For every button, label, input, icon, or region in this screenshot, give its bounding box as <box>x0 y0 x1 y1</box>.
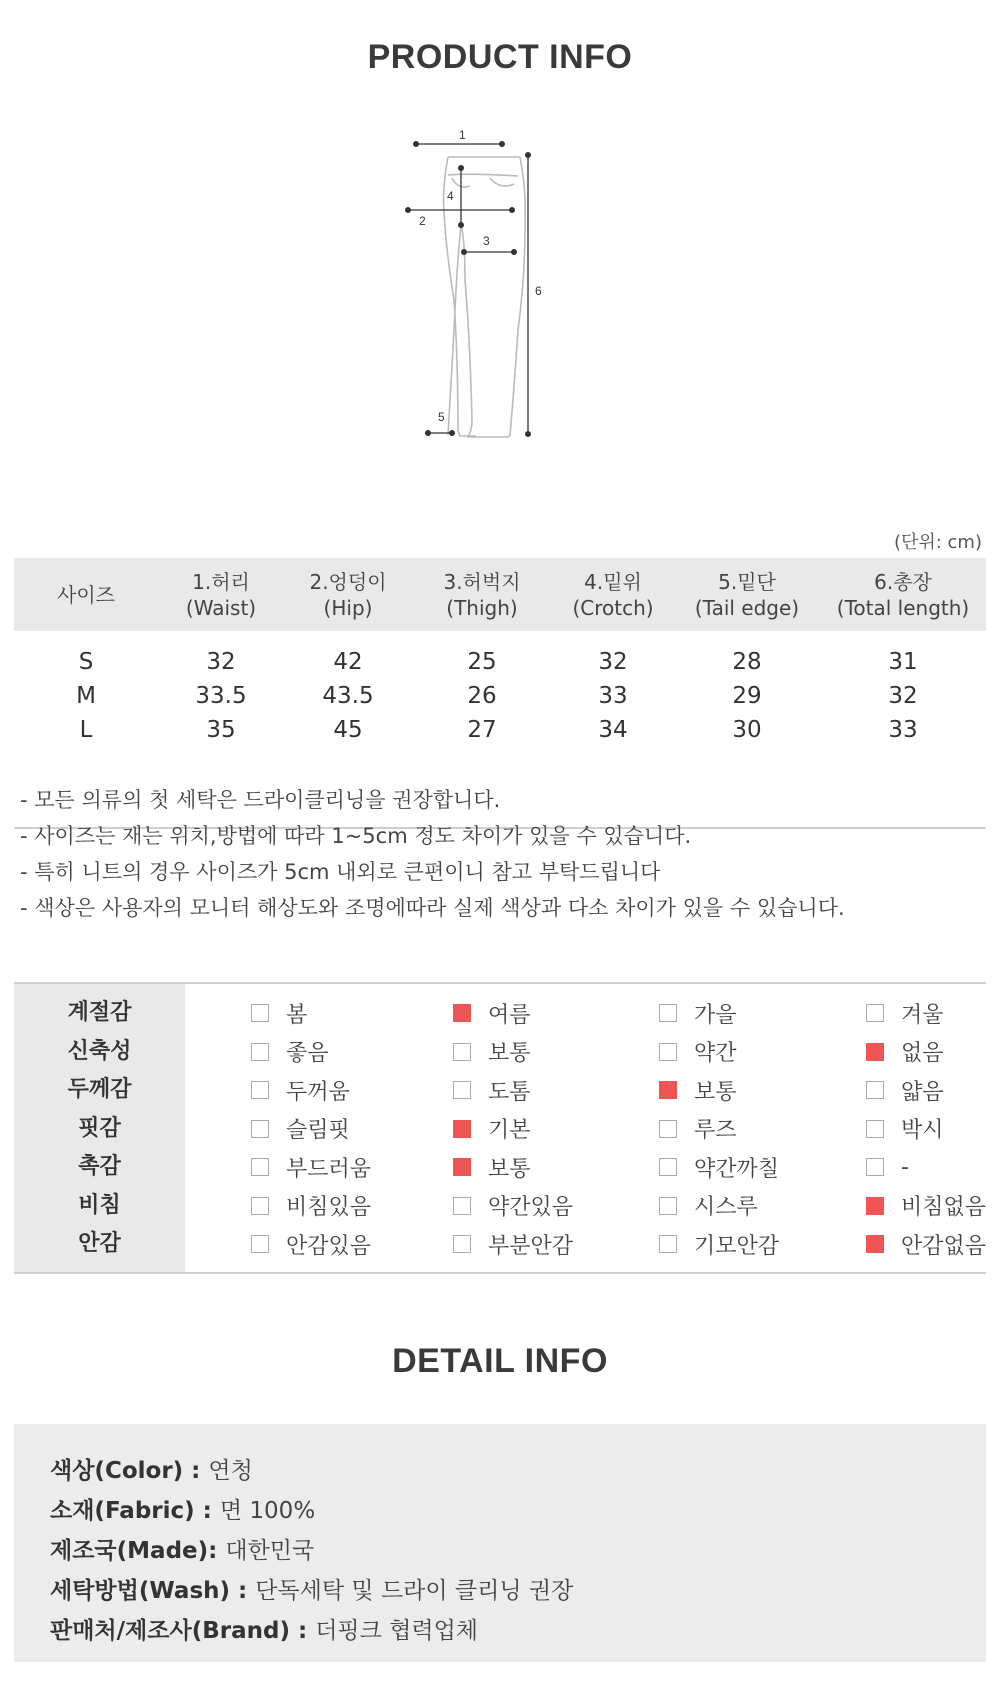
checked-box-icon <box>866 1043 884 1061</box>
pants-measurement-diagram <box>419 128 600 495</box>
diagram-label-2: 2 <box>419 214 426 228</box>
table-row: L 35 45 27 34 30 33 <box>79 717 918 743</box>
attribute-label: 안감 <box>78 1231 121 1256</box>
attribute-row <box>185 1033 986 1072</box>
diagram-label-6: 6 <box>535 284 542 298</box>
attribute-labels <box>14 984 185 1272</box>
option-label: - <box>900 1154 909 1180</box>
unchecked-box-icon <box>659 1004 677 1022</box>
checked-box-icon <box>866 1197 884 1215</box>
unchecked-box-icon <box>659 1043 677 1061</box>
table-row: M 33.5 43.5 26 33 29 32 <box>76 683 918 709</box>
attribute-option <box>805 1113 986 1144</box>
unchecked-box-icon <box>453 1043 471 1061</box>
unchecked-box-icon <box>866 1081 884 1099</box>
unchecked-box-icon <box>659 1197 677 1215</box>
detail-made: 제조국(Made): 대한민국 <box>50 1538 315 1564</box>
option-label: 기본 <box>487 1118 531 1144</box>
option-label: 약간까칠 <box>693 1156 779 1182</box>
attribute-option <box>391 1075 598 1106</box>
unchecked-box-icon <box>251 1120 269 1138</box>
note-item: - 특히 니트의 경우 사이즈가 5cm 내외로 큰편이니 참고 부탁드립니다 <box>20 860 661 884</box>
option-label: 박시 <box>900 1118 944 1144</box>
option-label: 시스루 <box>693 1195 758 1221</box>
option-label: 봄 <box>285 1002 308 1028</box>
attribute-row <box>185 1187 986 1226</box>
attribute-label: 계절감 <box>67 1000 132 1025</box>
unit-note: (단위: cm) <box>893 532 982 553</box>
option-label: 비침있음 <box>285 1195 371 1221</box>
attribute-label: 비침 <box>78 1192 121 1218</box>
attribute-option <box>805 998 986 1029</box>
detail-fabric: 소재(Fabric) : 면 100% <box>50 1498 316 1524</box>
detail-info-title: DETAIL INFO <box>392 1342 608 1380</box>
attribute-option <box>185 1075 391 1106</box>
diagram-label-1: 1 <box>459 128 466 142</box>
care-notes <box>20 782 845 926</box>
option-label: 얇음 <box>900 1079 944 1105</box>
attribute-option <box>598 998 805 1029</box>
unchecked-box-icon <box>251 1043 269 1061</box>
option-label: 비침없음 <box>900 1195 986 1221</box>
header-waist: 1.허리 (Waist) <box>185 569 257 620</box>
option-label: 없음 <box>900 1041 944 1067</box>
unchecked-box-icon <box>659 1120 677 1138</box>
attribute-option <box>185 1152 391 1183</box>
attribute-table <box>14 982 986 1274</box>
attribute-option <box>391 1113 598 1144</box>
option-label: 겨울 <box>900 1002 944 1028</box>
option-label: 루즈 <box>693 1118 737 1144</box>
header-thigh: 3.허벅지 (Thigh) <box>443 569 521 620</box>
note-item: - 사이즈는 재는 위치,방법에 따라 1~5cm 정도 차이가 있을 수 있습니다. <box>20 824 692 848</box>
note-item: - 모든 의류의 첫 세탁은 드라이클리닝을 권장합니다. <box>20 788 501 812</box>
unchecked-box-icon <box>659 1158 677 1176</box>
unchecked-box-icon <box>659 1235 677 1253</box>
checked-box-icon <box>453 1120 471 1138</box>
attribute-label: 신축성 <box>67 1038 132 1064</box>
option-label: 두꺼움 <box>285 1079 350 1105</box>
header-total-length: 6.총장 (Total length) <box>836 569 970 620</box>
option-label: 약간있음 <box>487 1195 573 1221</box>
detail-wash: 세탁방법(Wash) : 단독세탁 및 드라이 클리닝 권장 <box>50 1578 574 1604</box>
attribute-option <box>185 998 391 1029</box>
attribute-row <box>185 1110 986 1149</box>
attribute-option <box>598 1190 805 1221</box>
attribute-options <box>185 984 986 1272</box>
option-label: 여름 <box>487 1002 531 1028</box>
attribute-option <box>598 1036 805 1067</box>
unchecked-box-icon <box>251 1197 269 1215</box>
attribute-label: 촉감 <box>78 1154 121 1179</box>
checked-box-icon <box>659 1081 677 1099</box>
unchecked-box-icon <box>251 1235 269 1253</box>
attribute-option <box>805 1036 986 1067</box>
attribute-row <box>185 1148 986 1187</box>
attribute-option <box>598 1075 805 1106</box>
attribute-option <box>391 998 598 1029</box>
option-label: 기모안감 <box>693 1233 779 1259</box>
unchecked-box-icon <box>866 1120 884 1138</box>
detail-color: 색상(Color) : 연청 <box>50 1458 253 1484</box>
option-label: 약간 <box>693 1041 737 1067</box>
unchecked-box-icon <box>251 1004 269 1022</box>
attribute-option <box>805 1155 986 1180</box>
attribute-option <box>598 1113 805 1144</box>
option-label: 부분안감 <box>487 1233 573 1259</box>
attribute-label: 핏감 <box>78 1115 121 1141</box>
checked-box-icon <box>866 1235 884 1253</box>
unchecked-box-icon <box>866 1004 884 1022</box>
detail-brand: 판매처/제조사(Brand) : 더핑크 협력업체 <box>50 1618 479 1644</box>
attribute-option <box>391 1229 598 1260</box>
unchecked-box-icon <box>251 1158 269 1176</box>
unchecked-box-icon <box>453 1197 471 1215</box>
option-label: 보통 <box>693 1079 737 1105</box>
option-label: 안감있음 <box>285 1233 371 1259</box>
option-label: 좋음 <box>285 1041 329 1067</box>
unchecked-box-icon <box>251 1081 269 1099</box>
note-item: - 색상은 사용자의 모니터 해상도와 조명에따라 실제 색상과 다소 차이가 있을 수 있습니다. <box>20 896 845 920</box>
attribute-label: 두께감 <box>67 1077 132 1102</box>
unchecked-box-icon <box>453 1235 471 1253</box>
attribute-option <box>185 1113 391 1144</box>
option-label: 안감없음 <box>900 1233 986 1259</box>
attribute-row <box>185 994 986 1033</box>
unchecked-box-icon <box>453 1081 471 1099</box>
product-info-title: PRODUCT INFO <box>367 38 633 76</box>
attribute-option <box>598 1229 805 1260</box>
option-label: 슬림핏 <box>285 1118 350 1144</box>
unchecked-box-icon <box>866 1158 884 1176</box>
header-crotch: 4.밑위 (Crotch) <box>572 569 654 620</box>
header-tail-edge: 5.밑단 (Tail edge) <box>694 569 800 620</box>
table-row: S 32 42 25 32 28 31 <box>78 649 918 675</box>
checked-box-icon <box>453 1004 471 1022</box>
attribute-option <box>391 1152 598 1183</box>
diagram-label-5: 5 <box>438 410 445 424</box>
option-label: 보통 <box>487 1041 531 1067</box>
attribute-row <box>185 1225 986 1264</box>
attribute-option <box>391 1190 598 1221</box>
attribute-option <box>805 1229 986 1260</box>
option-label: 도톰 <box>487 1079 531 1105</box>
option-label: 부드러움 <box>285 1156 371 1182</box>
option-label: 가을 <box>693 1002 737 1028</box>
detail-info-box <box>14 1424 986 1662</box>
attribute-option <box>185 1036 391 1067</box>
attribute-option <box>185 1190 391 1221</box>
attribute-option <box>598 1152 805 1183</box>
attribute-option <box>185 1229 391 1260</box>
attribute-option <box>805 1075 986 1106</box>
header-hip: 2.엉덩이 (Hip) <box>309 569 387 620</box>
option-label: 보통 <box>487 1156 531 1182</box>
attribute-option <box>805 1190 986 1221</box>
checked-box-icon <box>453 1158 471 1176</box>
size-table-header <box>14 558 986 631</box>
diagram-label-3: 3 <box>483 234 490 248</box>
attribute-row <box>185 1071 986 1110</box>
attribute-option <box>391 1036 598 1067</box>
diagram-label-4: 4 <box>447 189 454 203</box>
header-size: 사이즈 <box>57 582 115 607</box>
